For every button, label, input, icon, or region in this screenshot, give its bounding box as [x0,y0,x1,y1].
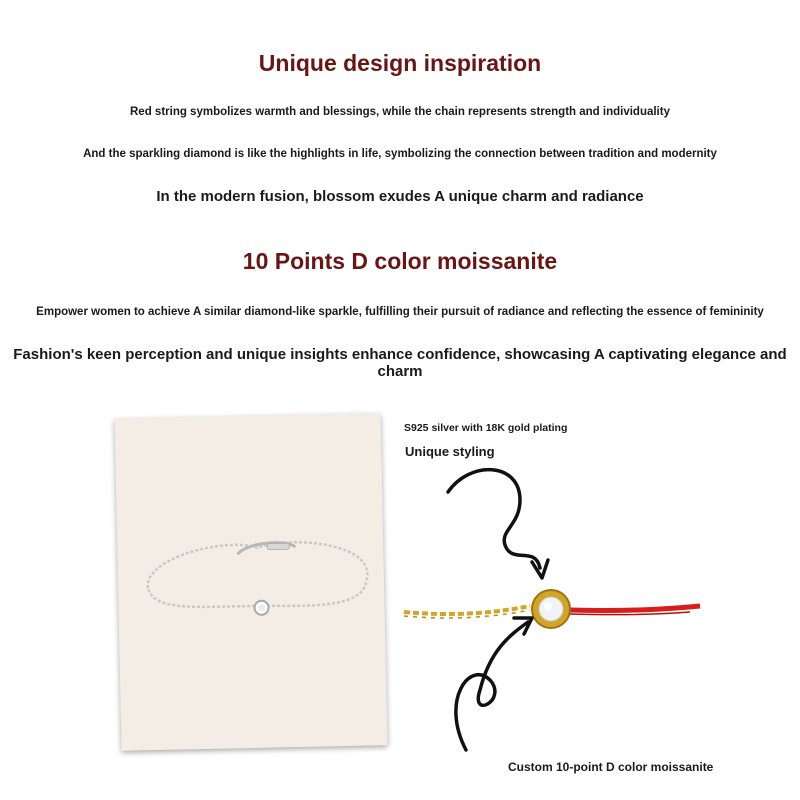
silver-bracelet-illustration [115,413,388,750]
moissanite-line-1: Empower women to achieve A similar diamond-like sparkle, fulfilling their pursuit of radiance and reflecting the essence of femininity [36,306,764,318]
moissanite-line-2: Fashion's keen perception and unique insights enhance confidence, showcasing A captivating elegance and charm [13,346,787,380]
section-title-inspiration: Unique design inspiration [258,50,542,76]
callout-material: S925 silver with 18K gold plating [404,422,568,434]
product-photo-card [115,413,388,750]
section-title-moissanite: 10 Points D color moissanite [242,248,558,274]
callout-styling: Unique styling [405,444,495,459]
inspiration-line-2: And the sparkling diamond is like the highlights in life, symbolizing the connection between tradition and modernity [83,148,717,160]
inspiration-line-3: In the modern fusion, blossom exudes A unique charm and radiance [156,188,644,205]
inspiration-line-1: Red string symbolizes warmth and blessings, while the chain represents strength and individuality [130,106,670,118]
callout-stone: Custom 10-point D color moissanite [508,760,714,774]
